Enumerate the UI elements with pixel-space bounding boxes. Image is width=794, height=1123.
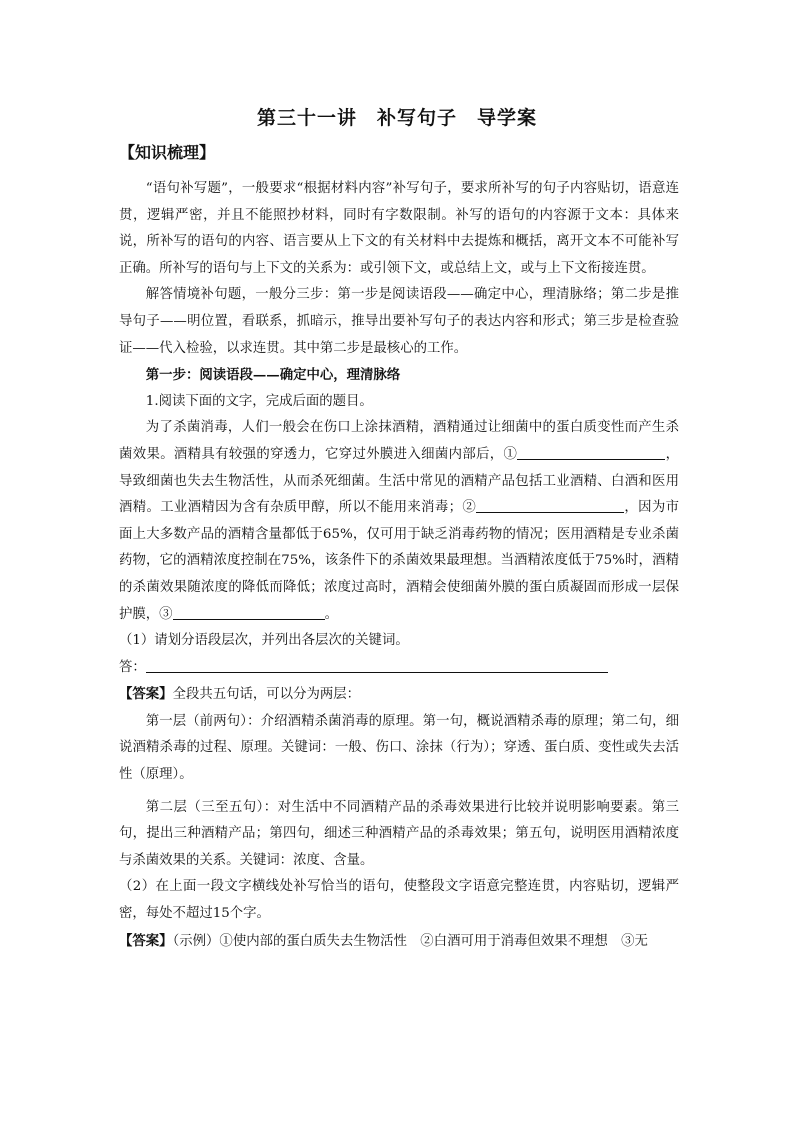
reading-passage — [119, 415, 679, 628]
fill-blank-2[interactable] — [476, 498, 624, 513]
sub-question-1: （1）请划分语段层次，并列出各层次的关键词。 — [119, 633, 409, 649]
answer-1-label: 【答案】 — [119, 686, 173, 703]
blank-marker-2: ② — [462, 500, 477, 516]
answer-1 — [119, 681, 679, 709]
page-title: 第三十一讲 补写句子 导学案 — [256, 107, 537, 129]
answer-input-line[interactable] — [146, 658, 608, 673]
sub-question-2: （2）在上面一段文字横线处补写恰当的语句，使整段文字语意完整连贯，内容贴切，逻辑严密，每处不超过15个字。 — [119, 879, 679, 922]
answer-label: 答： — [119, 659, 146, 675]
answer-2-label: 【答案】 — [119, 932, 173, 949]
answer-1-layer-1: 第一层（前两句）：介绍酒精杀菌消毒的原理。第一句，概说酒精杀毒的原理；第二句，细说酒精杀毒的过程、原理。关键词：一般、伤口、涂抹（行为）；穿透、蛋白质、变性或失去活性（原理）。 — [119, 713, 679, 783]
answer-1-lead: 全段共五句话，可以分为两层： — [172, 687, 361, 703]
fill-blank-3[interactable] — [173, 605, 325, 620]
answer-1-layer-2: 第二层（三至五句）：对生活中不同酒精产品的杀毒效果进行比较并说明影响要素。第三句，提出三种酒精产品；第四句，细述三种酒精产品的杀毒效果；第五句，说明医用酒精浓度与杀菌效果的关系。关键词：浓度、含量。 — [119, 799, 679, 868]
intro-paragraph-1: “语句补写题”，一般要求“根据材料内容”补写句子，要求所补写的句子内容贴切，语意连贯，逻辑严密，并且不能照抄材料，同时有字数限制。补写的语句的内容源于文本：具体来说，所补写的语句的内容、语言要从上下文的有关材料中去提炼和概括，离开文本不可能补写正确。所补写的语句与上下文的关系为：或引领下文，或总结上文，或与上下文衔接连贯。 — [119, 181, 679, 276]
document-body — [119, 176, 679, 955]
fill-blank-1[interactable] — [517, 445, 665, 460]
passage-end: 。 — [324, 606, 338, 622]
intro-paragraph-2: 解答情境补句题，一般分三步：第一步是阅读语段——确定中心，理清脉络；第二步是推导句子——明位置，看联系，抓暗示，推导出要补写句子的表达内容和形式；第三步是检查验证——代入检验，以求连贯。其中第二步是最核心的工作。 — [119, 287, 679, 356]
answer-row — [119, 655, 679, 682]
blank-marker-1: ① — [503, 446, 518, 462]
question-1-instruction: 1.阅读下面的文字，完成后面的题目。 — [145, 393, 373, 409]
passage-part-1: 为了杀菌消毒，人们一般会在伤口上涂抹酒精，酒精通过让细菌中的蛋白质变性而产生杀菌效果。酒精具有较强的穿透力，它穿过外膜进入细菌内部后， — [119, 420, 679, 462]
answer-2 — [119, 928, 679, 956]
step1-heading: 第一步：阅读语段——确定中心，理清脉络 — [145, 367, 401, 384]
passage-part-3: ，因为市面上大多数产品的酒精含量都低于65%，仅可用于缺乏消毒药物的情况；医用酒精是专业杀菌药物，它的酒精浓度控制在75%，该条件下的杀菌效果最理想。当酒精浓度低于75%时，酒精的杀菌效果随浓度的降低而降低；浓度过高时，酒精会使细菌外膜的蛋白质凝固而形成一层保护膜， — [119, 500, 680, 622]
answer-2-text: （示例）①使内部的蛋白质失去生物活性 ②白酒可用于消毒但效果不理想 ③无 — [172, 933, 648, 949]
blank-marker-3: ③ — [159, 606, 173, 622]
passage-part-2: ，导致细菌也失去生物活性，从而杀死细菌。生活中常见的酒精产品包括工业酒精、白酒和医用酒精。工业酒精因为含有杂质甲醇，所以不能用来消毒； — [119, 446, 679, 516]
section-heading: 【知识梳理】 — [119, 143, 216, 162]
